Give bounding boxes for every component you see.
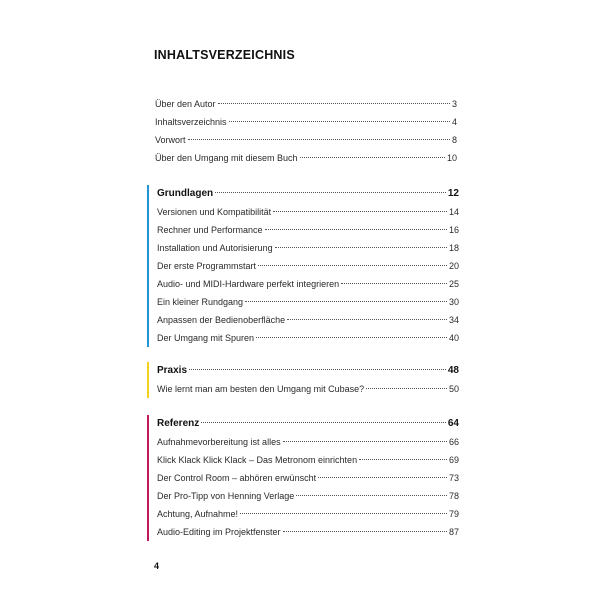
toc-entry-label: Versionen und Kompatibilität <box>157 207 272 217</box>
toc-entry[interactable] <box>149 505 459 523</box>
toc-entry-label: Klick Klack Klick Klack – Das Metronom einrichten <box>157 455 358 465</box>
toc-heading-page: 12 <box>447 188 459 199</box>
dot-leader <box>188 139 450 140</box>
dot-leader <box>240 513 447 514</box>
toc-entry-label: Audio-Editing im Projektfenster <box>157 527 281 537</box>
toc-heading-label: Praxis <box>157 365 188 376</box>
toc-entry-label: Wie lernt man am besten den Umgang mit Cubase? <box>157 384 365 394</box>
toc-entry-label: Anpassen der Bedienoberfläche <box>157 315 286 325</box>
toc-entry[interactable] <box>149 329 459 347</box>
dot-leader <box>215 192 446 193</box>
toc-heading[interactable] <box>149 415 459 433</box>
toc-section-front <box>147 95 457 167</box>
toc-entry[interactable] <box>149 257 459 275</box>
toc-heading-page: 48 <box>447 365 459 376</box>
toc-heading[interactable] <box>149 185 459 203</box>
toc-entry[interactable] <box>147 113 457 131</box>
toc-entry-page: 3 <box>451 99 457 109</box>
toc-entry-page: 50 <box>448 384 459 394</box>
toc-entry-label: Inhaltsverzeichnis <box>155 117 227 127</box>
dot-leader <box>283 441 447 442</box>
page-number: 4 <box>154 561 160 571</box>
toc-entry[interactable] <box>149 275 459 293</box>
toc-entry-label: Über den Umgang mit diesem Buch <box>155 153 298 163</box>
dot-leader <box>218 103 450 104</box>
dot-leader <box>258 265 447 266</box>
toc-entry-label: Der Pro-Tipp von Henning Verlage <box>157 491 295 501</box>
toc-entry-label: Über den Autor <box>155 99 216 109</box>
dot-leader <box>341 283 447 284</box>
toc-entry-page: 87 <box>448 527 459 537</box>
toc-entry-page: 16 <box>448 225 459 235</box>
toc-entry-label: Achtung, Aufnahme! <box>157 509 239 519</box>
toc-entry-page: 25 <box>448 279 459 289</box>
toc-entry-label: Der Umgang mit Spuren <box>157 333 255 343</box>
toc-entry-page: 8 <box>451 135 457 145</box>
toc-entry[interactable] <box>149 203 459 221</box>
toc-entry-page: 73 <box>448 473 459 483</box>
dot-leader <box>318 477 447 478</box>
toc-entry[interactable] <box>147 131 457 149</box>
toc-entry-label: Ein kleiner Rundgang <box>157 297 244 307</box>
toc-entry-page: 4 <box>451 117 457 127</box>
toc-entry[interactable] <box>149 293 459 311</box>
toc-entry-label: Der Control Room – abhören erwünscht <box>157 473 317 483</box>
toc-entry-page: 20 <box>448 261 459 271</box>
dot-leader <box>201 422 446 423</box>
dot-leader <box>245 301 447 302</box>
toc-section-praxis <box>147 362 459 398</box>
dot-leader <box>229 121 450 122</box>
toc-entry[interactable] <box>149 451 459 469</box>
toc-entry-label: Rechner und Performance <box>157 225 263 235</box>
toc-entry-page: 14 <box>448 207 459 217</box>
toc-entry-page: 40 <box>448 333 459 343</box>
toc-section-referenz <box>147 415 459 541</box>
toc-entry-page: 10 <box>446 153 457 163</box>
toc-entry-label: Aufnahmevorbereitung ist alles <box>157 437 281 447</box>
toc-entry-page: 66 <box>448 437 459 447</box>
toc-heading[interactable] <box>149 362 459 380</box>
toc-heading-label: Grundlagen <box>157 188 214 199</box>
toc-entry[interactable] <box>147 149 457 167</box>
toc-entry-label: Vorwort <box>155 135 186 145</box>
toc-entry-page: 78 <box>448 491 459 501</box>
toc-entry[interactable] <box>149 311 459 329</box>
dot-leader <box>265 229 447 230</box>
page-title: INHALTSVERZEICHNIS <box>154 48 295 62</box>
dot-leader <box>359 459 447 460</box>
dot-leader <box>300 157 445 158</box>
toc-entry[interactable] <box>147 95 457 113</box>
dot-leader <box>256 337 447 338</box>
toc-entry[interactable] <box>149 380 459 398</box>
dot-leader <box>366 388 447 389</box>
dot-leader <box>287 319 447 320</box>
toc-heading-page: 64 <box>447 418 459 429</box>
toc-entry-page: 30 <box>448 297 459 307</box>
toc-entry[interactable] <box>149 487 459 505</box>
toc-entry-label: Audio- und MIDI-Hardware perfekt integrieren <box>157 279 340 289</box>
dot-leader <box>273 211 447 212</box>
toc-entry-page: 69 <box>448 455 459 465</box>
dot-leader <box>189 369 446 370</box>
toc-entry[interactable] <box>149 433 459 451</box>
toc-entry-page: 18 <box>448 243 459 253</box>
toc-entry[interactable] <box>149 221 459 239</box>
toc-section-grundlagen <box>147 185 459 347</box>
toc-entry[interactable] <box>149 239 459 257</box>
toc-entry-page: 79 <box>448 509 459 519</box>
toc-entry-label: Der erste Programmstart <box>157 261 257 271</box>
toc-heading-label: Referenz <box>157 418 200 429</box>
dot-leader <box>275 247 447 248</box>
toc-entry[interactable] <box>149 523 459 541</box>
toc-entry-label: Installation und Autorisierung <box>157 243 273 253</box>
toc-entry-page: 34 <box>448 315 459 325</box>
dot-leader <box>296 495 447 496</box>
dot-leader <box>283 531 447 532</box>
toc-entry[interactable] <box>149 469 459 487</box>
